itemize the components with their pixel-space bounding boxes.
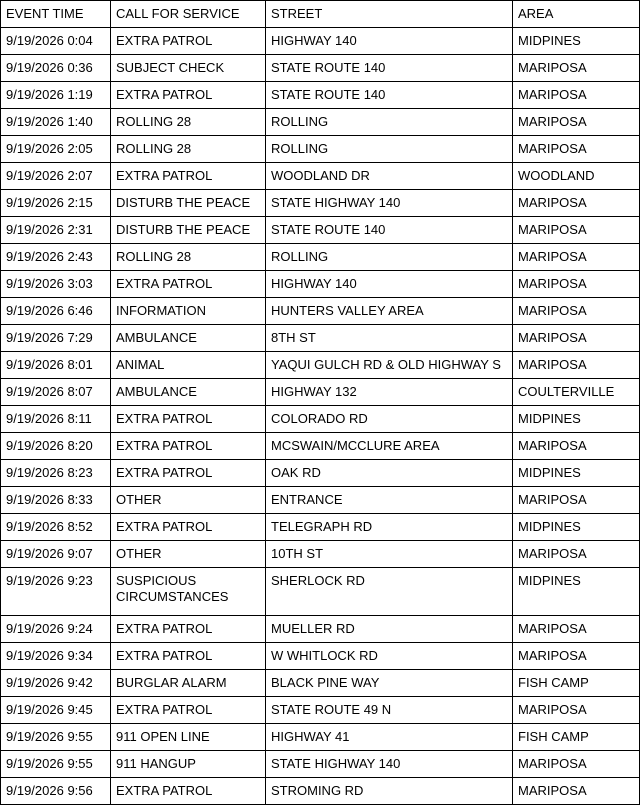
call-for-service-cell: EXTRA PATROL <box>111 460 266 487</box>
table-row <box>1 406 640 433</box>
header-street: STREET <box>266 1 513 28</box>
call-for-service-cell: 911 HANGUP <box>111 751 266 778</box>
street-cell: STATE ROUTE 49 N <box>266 697 513 724</box>
call-for-service-cell: EXTRA PATROL <box>111 643 266 670</box>
area-cell: MIDPINES <box>513 406 640 433</box>
table-row <box>1 109 640 136</box>
event-time-cell: 9/19/2026 1:40 <box>1 109 111 136</box>
call-for-service-cell: ANIMAL <box>111 352 266 379</box>
street-cell: ROLLING <box>266 109 513 136</box>
street-cell: ROLLING <box>266 244 513 271</box>
street-cell: HIGHWAY 140 <box>266 271 513 298</box>
call-for-service-cell: EXTRA PATROL <box>111 163 266 190</box>
call-for-service-cell: ROLLING 28 <box>111 136 266 163</box>
event-time-cell: 9/19/2026 0:36 <box>1 55 111 82</box>
event-time-cell: 9/19/2026 2:31 <box>1 217 111 244</box>
area-cell: MARIPOSA <box>513 298 640 325</box>
area-cell: MIDPINES <box>513 28 640 55</box>
table-row <box>1 163 640 190</box>
table-row <box>1 433 640 460</box>
call-for-service-cell: EXTRA PATROL <box>111 616 266 643</box>
event-time-cell: 9/19/2026 2:15 <box>1 190 111 217</box>
call-for-service-cell: SUBJECT CHECK <box>111 55 266 82</box>
event-time-cell: 9/19/2026 2:43 <box>1 244 111 271</box>
table-row <box>1 643 640 670</box>
call-for-service-cell: EXTRA PATROL <box>111 271 266 298</box>
call-for-service-cell: ROLLING 28 <box>111 109 266 136</box>
area-cell: MIDPINES <box>513 514 640 541</box>
event-time-cell: 9/19/2026 8:07 <box>1 379 111 406</box>
header-call-for-service: CALL FOR SERVICE <box>111 1 266 28</box>
table-row <box>1 352 640 379</box>
area-cell: MARIPOSA <box>513 616 640 643</box>
area-cell: MARIPOSA <box>513 244 640 271</box>
area-cell: MARIPOSA <box>513 190 640 217</box>
call-for-service-cell: ROLLING 28 <box>111 244 266 271</box>
event-time-cell: 9/19/2026 9:55 <box>1 751 111 778</box>
street-cell: MCSWAIN/MCCLURE AREA <box>266 433 513 460</box>
call-for-service-cell: BURGLAR ALARM <box>111 670 266 697</box>
area-cell: MARIPOSA <box>513 643 640 670</box>
table-row <box>1 541 640 568</box>
call-for-service-cell: EXTRA PATROL <box>111 28 266 55</box>
area-cell: WOODLAND <box>513 163 640 190</box>
event-time-cell: 9/19/2026 0:04 <box>1 28 111 55</box>
street-cell: W WHITLOCK RD <box>266 643 513 670</box>
call-for-service-cell: DISTURB THE PEACE <box>111 190 266 217</box>
street-cell: HIGHWAY 41 <box>266 724 513 751</box>
street-cell: HUNTERS VALLEY AREA <box>266 298 513 325</box>
street-cell: HIGHWAY 140 <box>266 28 513 55</box>
call-for-service-cell: EXTRA PATROL <box>111 433 266 460</box>
area-cell: COULTERVILLE <box>513 379 640 406</box>
call-for-service-cell: AMBULANCE <box>111 325 266 352</box>
area-cell: MARIPOSA <box>513 751 640 778</box>
table-row <box>1 298 640 325</box>
area-cell: MARIPOSA <box>513 325 640 352</box>
table-row <box>1 136 640 163</box>
area-cell: MARIPOSA <box>513 778 640 805</box>
area-cell: FISH CAMP <box>513 670 640 697</box>
event-time-cell: 9/19/2026 1:19 <box>1 82 111 109</box>
street-cell: WOODLAND DR <box>266 163 513 190</box>
call-for-service-cell: OTHER <box>111 541 266 568</box>
event-time-cell: 9/19/2026 8:52 <box>1 514 111 541</box>
table-row <box>1 670 640 697</box>
table-row <box>1 379 640 406</box>
event-time-cell: 9/19/2026 9:23 <box>1 568 111 616</box>
area-cell: MARIPOSA <box>513 82 640 109</box>
call-for-service-cell: 911 OPEN LINE <box>111 724 266 751</box>
street-cell: OAK RD <box>266 460 513 487</box>
table-row <box>1 28 640 55</box>
call-for-service-cell: DISTURB THE PEACE <box>111 217 266 244</box>
call-for-service-cell: EXTRA PATROL <box>111 778 266 805</box>
area-cell: MARIPOSA <box>513 487 640 514</box>
street-cell: 8TH ST <box>266 325 513 352</box>
table-row <box>1 82 640 109</box>
area-cell: FISH CAMP <box>513 724 640 751</box>
table-row <box>1 514 640 541</box>
call-for-service-cell: EXTRA PATROL <box>111 697 266 724</box>
area-cell: MARIPOSA <box>513 271 640 298</box>
area-cell: MARIPOSA <box>513 109 640 136</box>
area-cell: MARIPOSA <box>513 352 640 379</box>
call-for-service-cell: OTHER <box>111 487 266 514</box>
street-cell: STATE HIGHWAY 140 <box>266 190 513 217</box>
area-cell: MARIPOSA <box>513 136 640 163</box>
call-for-service-cell: SUSPICIOUS CIRCUMSTANCES <box>111 568 266 616</box>
table-row <box>1 751 640 778</box>
event-time-cell: 9/19/2026 6:46 <box>1 298 111 325</box>
table-row <box>1 55 640 82</box>
street-cell: MUELLER RD <box>266 616 513 643</box>
table-row <box>1 697 640 724</box>
table-row <box>1 724 640 751</box>
event-time-cell: 9/19/2026 8:23 <box>1 460 111 487</box>
call-for-service-cell: EXTRA PATROL <box>111 514 266 541</box>
area-cell: MIDPINES <box>513 568 640 616</box>
street-cell: HIGHWAY 132 <box>266 379 513 406</box>
event-time-cell: 9/19/2026 8:11 <box>1 406 111 433</box>
header-event-time: EVENT TIME <box>1 1 111 28</box>
table-row <box>1 244 640 271</box>
event-time-cell: 9/19/2026 9:45 <box>1 697 111 724</box>
table-row <box>1 325 640 352</box>
table-row <box>1 217 640 244</box>
table-row <box>1 778 640 805</box>
street-cell: 10TH ST <box>266 541 513 568</box>
table-row <box>1 616 640 643</box>
area-cell: MARIPOSA <box>513 217 640 244</box>
area-cell: MARIPOSA <box>513 697 640 724</box>
area-cell: MARIPOSA <box>513 433 640 460</box>
street-cell: STATE ROUTE 140 <box>266 217 513 244</box>
street-cell: ROLLING <box>266 136 513 163</box>
event-time-cell: 9/19/2026 9:34 <box>1 643 111 670</box>
street-cell: TELEGRAPH RD <box>266 514 513 541</box>
call-for-service-cell: EXTRA PATROL <box>111 82 266 109</box>
event-time-cell: 9/19/2026 3:03 <box>1 271 111 298</box>
area-cell: MARIPOSA <box>513 55 640 82</box>
table-row <box>1 190 640 217</box>
street-cell: ENTRANCE <box>266 487 513 514</box>
area-cell: MARIPOSA <box>513 541 640 568</box>
event-time-cell: 9/19/2026 9:07 <box>1 541 111 568</box>
table-row <box>1 271 640 298</box>
street-cell: STROMING RD <box>266 778 513 805</box>
event-time-cell: 9/19/2026 8:33 <box>1 487 111 514</box>
street-cell: YAQUI GULCH RD & OLD HIGHWAY S <box>266 352 513 379</box>
street-cell: STATE ROUTE 140 <box>266 55 513 82</box>
street-cell: SHERLOCK RD <box>266 568 513 616</box>
call-for-service-cell: AMBULANCE <box>111 379 266 406</box>
table-body <box>1 28 640 805</box>
header-row <box>1 1 640 28</box>
event-time-cell: 9/19/2026 9:55 <box>1 724 111 751</box>
street-cell: BLACK PINE WAY <box>266 670 513 697</box>
event-time-cell: 9/19/2026 9:24 <box>1 616 111 643</box>
header-area: AREA <box>513 1 640 28</box>
event-time-cell: 9/19/2026 9:42 <box>1 670 111 697</box>
area-cell: MIDPINES <box>513 460 640 487</box>
event-time-cell: 9/19/2026 2:07 <box>1 163 111 190</box>
call-for-service-cell: EXTRA PATROL <box>111 406 266 433</box>
call-for-service-cell: INFORMATION <box>111 298 266 325</box>
street-cell: STATE HIGHWAY 140 <box>266 751 513 778</box>
event-time-cell: 9/19/2026 7:29 <box>1 325 111 352</box>
event-time-cell: 9/19/2026 9:56 <box>1 778 111 805</box>
event-time-cell: 9/19/2026 8:20 <box>1 433 111 460</box>
street-cell: STATE ROUTE 140 <box>266 82 513 109</box>
table-row <box>1 568 640 616</box>
street-cell: COLORADO RD <box>266 406 513 433</box>
table-row <box>1 460 640 487</box>
event-time-cell: 9/19/2026 8:01 <box>1 352 111 379</box>
event-time-cell: 9/19/2026 2:05 <box>1 136 111 163</box>
table-row <box>1 487 640 514</box>
